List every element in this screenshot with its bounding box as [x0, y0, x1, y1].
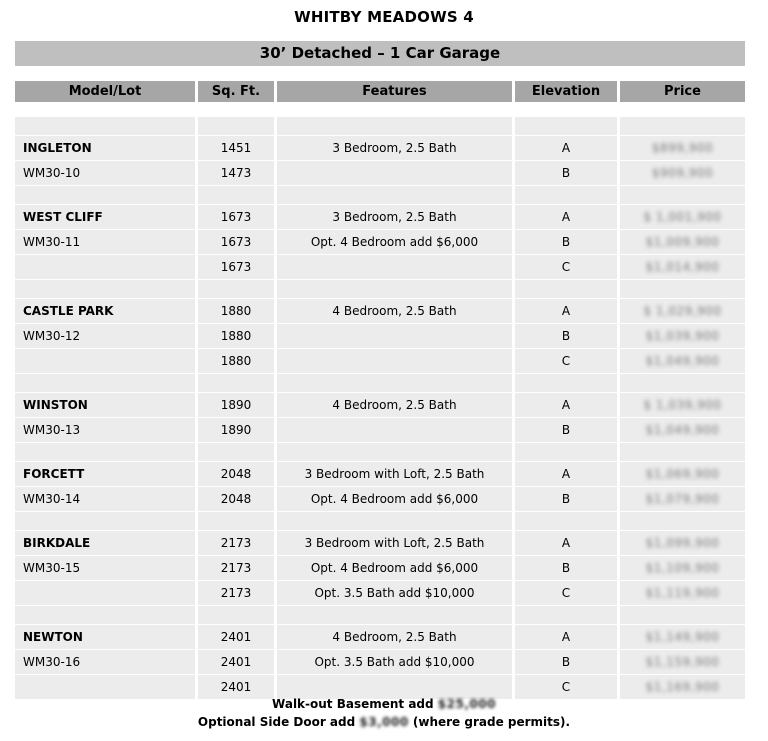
price-value-redacted: $ 1,029,900	[643, 304, 722, 318]
sqft-value: 2401	[220, 680, 252, 694]
model-value: WINSTON	[23, 398, 88, 412]
features-cell	[277, 255, 512, 279]
price-cell	[620, 117, 745, 135]
model-value: WM30-16	[23, 655, 81, 669]
sqft-value: 1880	[220, 329, 252, 343]
elevation-value: B	[561, 561, 571, 575]
sqft-cell	[198, 230, 274, 254]
price-cell	[620, 531, 745, 555]
sqft-cell	[198, 393, 274, 417]
price-cell	[620, 205, 745, 229]
elevation-value: A	[561, 630, 571, 644]
footer-sidedoor-text: Optional Side Door add	[197, 715, 360, 729]
features-value: Opt. 3.5 Bath add $10,000	[314, 586, 475, 600]
sqft-value: 2401	[220, 630, 252, 644]
model-cell	[15, 186, 195, 204]
features-value: 3 Bedroom, 2.5 Bath	[332, 210, 457, 224]
column-header-model: Model/Lot	[15, 81, 195, 102]
features-cell	[277, 324, 512, 348]
model-cell	[15, 280, 195, 298]
sqft-value: 2048	[220, 492, 252, 506]
sqft-cell	[198, 299, 274, 323]
elevation-cell	[515, 418, 617, 442]
elevation-value: A	[561, 141, 571, 155]
model-value: WM30-13	[23, 423, 81, 437]
features-cell	[277, 531, 512, 555]
model-value: WEST CLIFF	[23, 210, 103, 224]
sqft-cell	[198, 531, 274, 555]
elevation-value: C	[561, 260, 571, 274]
model-value: CASTLE PARK	[23, 304, 114, 318]
sqft-value: 1880	[220, 354, 252, 368]
features-cell	[277, 650, 512, 674]
elevation-cell	[515, 675, 617, 699]
model-cell	[15, 136, 195, 160]
features-cell	[277, 675, 512, 699]
features-cell	[277, 606, 512, 624]
column-header-sqft: Sq. Ft.	[198, 81, 274, 102]
footer-sidedoor-price-redacted: $3,000	[359, 715, 409, 729]
price-value-redacted: $909,900	[651, 166, 714, 180]
price-cell	[620, 230, 745, 254]
model-cell	[15, 487, 195, 511]
model-cell	[15, 606, 195, 624]
features-value: 4 Bedroom, 2.5 Bath	[332, 304, 457, 318]
price-cell	[620, 374, 745, 392]
model-cell	[15, 230, 195, 254]
model-cell	[15, 374, 195, 392]
features-cell	[277, 581, 512, 605]
model-cell	[15, 299, 195, 323]
model-cell	[15, 393, 195, 417]
model-cell	[15, 418, 195, 442]
elevation-cell	[515, 205, 617, 229]
sqft-cell	[198, 374, 274, 392]
price-value-redacted: $1,069,900	[645, 467, 720, 481]
features-cell	[277, 462, 512, 486]
sqft-value: 2401	[220, 655, 252, 669]
features-value: Opt. 4 Bedroom add $6,000	[310, 492, 479, 506]
sqft-value: 1673	[220, 260, 252, 274]
model-cell	[15, 443, 195, 461]
sqft-value: 1890	[220, 423, 252, 437]
elevation-cell	[515, 556, 617, 580]
sqft-value: 2173	[220, 586, 252, 600]
elevation-cell	[515, 117, 617, 135]
footer-walkout-note	[0, 697, 768, 711]
sqft-cell	[198, 606, 274, 624]
price-cell	[620, 324, 745, 348]
elevation-value: A	[561, 398, 571, 412]
features-cell	[277, 374, 512, 392]
sqft-value: 1673	[220, 210, 252, 224]
model-cell	[15, 650, 195, 674]
price-cell	[620, 136, 745, 160]
sqft-value: 2048	[220, 467, 252, 481]
sqft-cell	[198, 418, 274, 442]
elevation-cell	[515, 230, 617, 254]
footer-sidedoor-suffix: (where grade permits).	[408, 715, 571, 729]
features-cell	[277, 299, 512, 323]
model-cell	[15, 531, 195, 555]
price-cell	[620, 462, 745, 486]
price-cell	[620, 443, 745, 461]
elevation-value: A	[561, 304, 571, 318]
elevation-value: B	[561, 492, 571, 506]
elevation-cell	[515, 512, 617, 530]
features-value: 3 Bedroom, 2.5 Bath	[332, 141, 457, 155]
features-cell	[277, 418, 512, 442]
features-cell	[277, 487, 512, 511]
elevation-value: B	[561, 329, 571, 343]
price-value-redacted: $1,169,900	[645, 680, 720, 694]
price-value-redacted: $1,159,900	[645, 655, 720, 669]
elevation-value: B	[561, 166, 571, 180]
sqft-cell	[198, 205, 274, 229]
sqft-cell	[198, 512, 274, 530]
price-cell	[620, 581, 745, 605]
footer-walkout-price-redacted: $25,000	[437, 697, 496, 711]
sqft-value: 2173	[220, 536, 252, 550]
features-value: Opt. 3.5 Bath add $10,000	[314, 655, 475, 669]
features-cell	[277, 205, 512, 229]
column-header-elevation: Elevation	[515, 81, 617, 102]
sqft-cell	[198, 136, 274, 160]
price-value-redacted: $1,049,900	[645, 423, 720, 437]
elevation-cell	[515, 487, 617, 511]
elevation-value: A	[561, 536, 571, 550]
model-cell	[15, 581, 195, 605]
price-value-redacted: $1,149,900	[645, 630, 720, 644]
features-cell	[277, 349, 512, 373]
model-value: WM30-15	[23, 561, 81, 575]
features-cell	[277, 280, 512, 298]
price-cell	[620, 299, 745, 323]
elevation-cell	[515, 625, 617, 649]
price-cell	[620, 186, 745, 204]
sqft-cell	[198, 462, 274, 486]
features-cell	[277, 556, 512, 580]
features-value: 4 Bedroom, 2.5 Bath	[332, 630, 457, 644]
elevation-value: C	[561, 354, 571, 368]
model-value: INGLETON	[23, 141, 92, 155]
model-value: BIRKDALE	[23, 536, 91, 550]
model-value: NEWTON	[23, 630, 83, 644]
elevation-cell	[515, 393, 617, 417]
elevation-value: B	[561, 423, 571, 437]
sqft-cell	[198, 556, 274, 580]
price-value-redacted: $1,099,900	[645, 536, 720, 550]
features-value: 4 Bedroom, 2.5 Bath	[332, 398, 457, 412]
price-value-redacted: $899,900	[651, 141, 714, 155]
sqft-cell	[198, 349, 274, 373]
features-value: Opt. 4 Bedroom add $6,000	[310, 235, 479, 249]
sqft-cell	[198, 443, 274, 461]
elevation-cell	[515, 443, 617, 461]
price-value-redacted: $ 1,001,900	[643, 210, 722, 224]
elevation-value: C	[561, 680, 571, 694]
sqft-cell	[198, 280, 274, 298]
sqft-value: 1890	[220, 398, 252, 412]
page-title: WHITBY MEADOWS 4	[294, 8, 474, 26]
model-cell	[15, 625, 195, 649]
model-cell	[15, 349, 195, 373]
price-value-redacted: $1,014,900	[645, 260, 720, 274]
elevation-value: A	[561, 210, 571, 224]
price-value-redacted: $ 1,039,900	[643, 398, 722, 412]
model-value: FORCETT	[23, 467, 85, 481]
features-cell	[277, 393, 512, 417]
elevation-cell	[515, 581, 617, 605]
footer-walkout-text: Walk-out Basement add	[272, 697, 438, 711]
model-cell	[15, 117, 195, 135]
price-value-redacted: $1,049,900	[645, 354, 720, 368]
model-value: WM30-12	[23, 329, 81, 343]
model-value: WM30-11	[23, 235, 81, 249]
model-value: WM30-14	[23, 492, 81, 506]
column-header-price: Price	[620, 81, 745, 102]
elevation-cell	[515, 161, 617, 185]
elevation-cell	[515, 374, 617, 392]
elevation-cell	[515, 462, 617, 486]
features-cell	[277, 512, 512, 530]
model-cell	[15, 675, 195, 699]
column-header-features: Features	[277, 81, 512, 102]
price-cell	[620, 606, 745, 624]
elevation-value: B	[561, 655, 571, 669]
model-value: WM30-10	[23, 166, 81, 180]
model-cell	[15, 161, 195, 185]
model-cell	[15, 205, 195, 229]
features-cell	[277, 161, 512, 185]
elevation-cell	[515, 255, 617, 279]
elevation-cell	[515, 531, 617, 555]
elevation-cell	[515, 650, 617, 674]
price-cell	[620, 255, 745, 279]
features-value: 3 Bedroom with Loft, 2.5 Bath	[304, 536, 485, 550]
sqft-value: 1473	[220, 166, 252, 180]
sqft-cell	[198, 675, 274, 699]
elevation-cell	[515, 280, 617, 298]
price-cell	[620, 161, 745, 185]
model-cell	[15, 556, 195, 580]
elevation-cell	[515, 186, 617, 204]
price-value-redacted: $1,039,900	[645, 329, 720, 343]
elevation-cell	[515, 606, 617, 624]
price-cell	[620, 349, 745, 373]
price-value-redacted: $1,119,900	[645, 586, 720, 600]
price-cell	[620, 512, 745, 530]
model-cell	[15, 512, 195, 530]
sqft-cell	[198, 581, 274, 605]
elevation-cell	[515, 136, 617, 160]
features-value: Opt. 4 Bedroom add $6,000	[310, 561, 479, 575]
sqft-cell	[198, 324, 274, 348]
sqft-cell	[198, 255, 274, 279]
model-cell	[15, 462, 195, 486]
price-cell	[620, 625, 745, 649]
elevation-cell	[515, 299, 617, 323]
sqft-cell	[198, 487, 274, 511]
price-value-redacted: $1,079,900	[645, 492, 720, 506]
elevation-cell	[515, 324, 617, 348]
price-value-redacted: $1,009,900	[645, 235, 720, 249]
price-cell	[620, 418, 745, 442]
price-cell	[620, 393, 745, 417]
elevation-value: B	[561, 235, 571, 249]
elevation-value: A	[561, 467, 571, 481]
elevation-value: C	[561, 586, 571, 600]
price-value-redacted: $1,109,900	[645, 561, 720, 575]
price-cell	[620, 556, 745, 580]
features-value: 3 Bedroom with Loft, 2.5 Bath	[304, 467, 485, 481]
sqft-value: 1451	[220, 141, 252, 155]
features-cell	[277, 230, 512, 254]
price-cell	[620, 675, 745, 699]
features-cell	[277, 117, 512, 135]
sqft-cell	[198, 117, 274, 135]
sqft-value: 1673	[220, 235, 252, 249]
price-cell	[620, 650, 745, 674]
sqft-cell	[198, 186, 274, 204]
sqft-value: 2173	[220, 561, 252, 575]
price-cell	[620, 280, 745, 298]
features-cell	[277, 625, 512, 649]
price-cell	[620, 487, 745, 511]
sqft-cell	[198, 161, 274, 185]
features-cell	[277, 443, 512, 461]
sqft-cell	[198, 650, 274, 674]
footer-sidedoor-note	[0, 715, 768, 729]
sqft-cell	[198, 625, 274, 649]
model-cell	[15, 255, 195, 279]
elevation-cell	[515, 349, 617, 373]
features-cell	[277, 136, 512, 160]
section-subtitle: 30’ Detached – 1 Car Garage	[15, 41, 745, 66]
features-cell	[277, 186, 512, 204]
sqft-value: 1880	[220, 304, 252, 318]
model-cell	[15, 324, 195, 348]
